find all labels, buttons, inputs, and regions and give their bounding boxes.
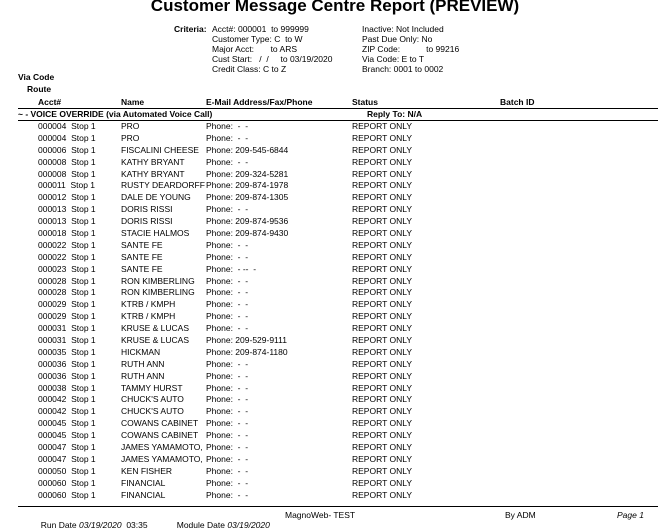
table-row: [0, 180, 670, 192]
criteria-line: Credit Class: C to Z: [212, 64, 287, 74]
row-contact: Phone: - -: [206, 358, 249, 369]
row-status: REPORT ONLY: [352, 216, 412, 227]
row-status: REPORT ONLY: [352, 132, 412, 143]
row-contact: Phone: - -: [206, 382, 249, 393]
row-status: REPORT ONLY: [352, 251, 412, 262]
row-acct: 000031 Stop 1: [38, 323, 96, 334]
row-name: FISCALINI CHEESE: [121, 144, 199, 155]
criteria-line: Acct#: 000001 to 999999: [212, 24, 309, 34]
row-status: REPORT ONLY: [352, 121, 412, 131]
row-name: SANTE FE: [121, 251, 163, 262]
row-status: REPORT ONLY: [352, 287, 412, 298]
row-name: RUTH ANN: [121, 370, 165, 381]
row-acct: 000031 Stop 1: [38, 335, 96, 346]
criteria-line: Past Due Only: No: [362, 34, 433, 44]
row-status: REPORT ONLY: [352, 335, 412, 346]
row-contact: Phone: - -: [206, 477, 249, 488]
table-row: [0, 204, 670, 216]
table-row: [0, 228, 670, 240]
row-acct: 000029 Stop 1: [38, 311, 96, 322]
row-contact: Phone: - -: [206, 453, 249, 464]
table-row: [0, 430, 670, 442]
row-name: HICKMAN: [121, 346, 161, 357]
row-acct: 000004 Stop 1: [38, 121, 96, 131]
table-row: [0, 299, 670, 311]
row-contact: Phone: - -: [206, 394, 249, 405]
column-header-acct: Acct#: [38, 97, 62, 107]
table-row: [0, 406, 670, 418]
row-acct: 000035 Stop 1: [38, 346, 96, 357]
row-name: COWANS CABINET: [121, 430, 199, 441]
row-status: REPORT ONLY: [352, 430, 412, 441]
table-row: [0, 383, 670, 395]
row-acct: 000012 Stop 1: [38, 192, 96, 203]
module-date-label: Module Date: [176, 520, 225, 530]
table-row: [0, 264, 670, 276]
row-status: REPORT ONLY: [352, 156, 412, 167]
row-name: RON KIMBERLING: [121, 287, 195, 298]
table-row: [0, 121, 670, 133]
row-status: REPORT ONLY: [352, 263, 412, 274]
row-contact: Phone: - -: [206, 465, 249, 476]
row-acct: 000013 Stop 1: [38, 204, 96, 215]
row-name: TAMMY HURST: [121, 382, 183, 393]
row-name: RUTH ANN: [121, 358, 165, 369]
row-name: KRUSE & LUCAS: [121, 335, 190, 346]
criteria-line: Major Acct: to ARS: [212, 44, 298, 54]
row-status: REPORT ONLY: [352, 489, 412, 500]
run-date-value: 03/19/2020: [79, 520, 122, 530]
row-contact: Phone: - -: [206, 239, 249, 250]
row-status: REPORT ONLY: [352, 370, 412, 381]
table-row: [0, 240, 670, 252]
table-row: [0, 311, 670, 323]
row-acct: 000045 Stop 1: [38, 418, 96, 429]
row-name: KEN FISHER: [121, 465, 173, 476]
table-row: [0, 371, 670, 383]
section-label: ~ - VOICE OVERRIDE (via Automated Voice Call): [18, 109, 213, 119]
table-row: [0, 490, 670, 502]
row-contact: Phone: 209-874-1978: [206, 180, 289, 191]
row-name: KRUSE & LUCAS: [121, 323, 190, 334]
row-contact: Phone: - -- -: [206, 263, 257, 274]
row-status: REPORT ONLY: [352, 394, 412, 405]
footer-page: [617, 510, 644, 520]
row-name: PRO: [121, 132, 140, 143]
row-name: KATHY BRYANT: [121, 168, 185, 179]
row-acct: 000050 Stop 1: [38, 465, 96, 476]
row-acct: 000018 Stop 1: [38, 228, 96, 239]
row-contact: Phone: - -: [206, 370, 249, 381]
criteria-line: Cust Start: / / to 03/19/2020: [212, 54, 333, 64]
row-contact: Phone: - -: [206, 156, 249, 167]
row-acct: 000006 Stop 1: [38, 144, 96, 155]
table-row: [0, 276, 670, 288]
row-contact: Phone: - -: [206, 132, 249, 143]
row-status: REPORT ONLY: [352, 204, 412, 215]
section-header: [18, 108, 658, 121]
row-status: REPORT ONLY: [352, 275, 412, 286]
row-name: DORIS RISSI: [121, 204, 173, 215]
criteria-line: Branch: 0001 to 0002: [362, 64, 444, 74]
criteria-line: Inactive: Not Included: [362, 24, 444, 34]
row-status: REPORT ONLY: [352, 382, 412, 393]
section-reply: Reply To: N/A: [367, 109, 423, 119]
row-name: KTRB / KMPH: [121, 299, 176, 310]
table-row: [0, 478, 670, 490]
row-contact: Phone: - -: [206, 204, 249, 215]
criteria-label: Criteria:: [174, 24, 207, 34]
table-row: [0, 442, 670, 454]
row-name: PRO: [121, 121, 140, 131]
table-row: [0, 359, 670, 371]
row-acct: 000004 Stop 1: [38, 132, 96, 143]
row-acct: 000022 Stop 1: [38, 239, 96, 250]
row-name: KATHY BRYANT: [121, 156, 185, 167]
table-row: [0, 192, 670, 204]
table-row: [0, 323, 670, 335]
table-row: [0, 394, 670, 406]
row-contact: Phone: - -: [206, 418, 249, 429]
criteria-line: Via Code: E to T: [362, 54, 425, 64]
row-name: RON KIMBERLING: [121, 275, 195, 286]
row-acct: 000045 Stop 1: [38, 430, 96, 441]
table-row: [0, 169, 670, 181]
table-row: [0, 252, 670, 264]
row-contact: Phone: 209-874-9430: [206, 228, 289, 239]
run-date-label: Run Date: [40, 520, 77, 530]
row-status: REPORT ONLY: [352, 311, 412, 322]
row-contact: Phone: - -: [206, 489, 249, 500]
table-row: [0, 216, 670, 228]
table-row: [0, 418, 670, 430]
row-acct: 000008 Stop 1: [38, 168, 96, 179]
table-row: [0, 145, 670, 157]
report-rows: [0, 121, 670, 502]
row-acct: 000011 Stop 1: [38, 180, 96, 191]
column-header-contact: E-Mail Address/Fax/Phone: [206, 97, 313, 107]
row-status: REPORT ONLY: [352, 346, 412, 357]
column-header-name: Name: [121, 97, 145, 107]
row-name: FINANCIAL: [121, 477, 166, 488]
row-status: REPORT ONLY: [352, 239, 412, 250]
row-contact: Phone: 209-874-1180: [206, 346, 288, 357]
column-header-batch: Batch ID: [500, 97, 535, 107]
table-row: [0, 454, 670, 466]
row-contact: Phone: - -: [206, 442, 249, 453]
row-name: JAMES YAMAMOTO,: [121, 453, 203, 464]
row-contact: Phone: 209-874-9536: [206, 216, 289, 227]
row-acct: 000060 Stop 1: [38, 477, 96, 488]
row-contact: Phone: - -: [206, 406, 249, 417]
footer-divider: [18, 506, 658, 507]
row-acct: 000022 Stop 1: [38, 251, 96, 262]
table-row: [0, 466, 670, 478]
report-title: Customer Message Centre Report (PREVIEW): [150, 0, 520, 15]
row-contact: Phone: 209-324-5281: [206, 168, 289, 179]
row-acct: 000047 Stop 1: [38, 453, 96, 464]
row-acct: 000028 Stop 1: [38, 287, 96, 298]
group-via-code: Via Code: [18, 72, 55, 82]
row-status: REPORT ONLY: [352, 358, 412, 369]
row-status: REPORT ONLY: [352, 180, 412, 191]
row-name: STACIE HALMOS: [121, 228, 190, 239]
row-contact: Phone: - -: [206, 251, 249, 262]
row-acct: 000042 Stop 1: [38, 394, 96, 405]
criteria-line: Customer Type: C to W: [212, 34, 303, 44]
row-status: REPORT ONLY: [352, 406, 412, 417]
row-status: REPORT ONLY: [352, 442, 412, 453]
footer-user: By ADM: [505, 510, 536, 520]
row-acct: 000028 Stop 1: [38, 275, 96, 286]
row-name: KTRB / KMPH: [121, 311, 176, 322]
row-status: REPORT ONLY: [352, 168, 412, 179]
footer-module-date: [172, 510, 270, 530]
row-acct: 000029 Stop 1: [38, 299, 96, 310]
row-acct: 000036 Stop 1: [38, 358, 96, 369]
row-contact: Phone: 209-874-1305: [206, 192, 289, 203]
row-acct: 000008 Stop 1: [38, 156, 96, 167]
row-name: CHUCK'S AUTO: [121, 406, 184, 417]
module-date-value: 03/19/2020: [227, 520, 270, 530]
row-status: REPORT ONLY: [352, 299, 412, 310]
row-acct: 000036 Stop 1: [38, 370, 96, 381]
row-acct: 000060 Stop 1: [38, 489, 96, 500]
column-header-status: Status: [352, 97, 378, 107]
row-name: DORIS RISSI: [121, 216, 173, 227]
criteria-line: ZIP Code: to 99216: [362, 44, 460, 54]
row-status: REPORT ONLY: [352, 418, 412, 429]
row-contact: Phone: - -: [206, 323, 249, 334]
run-time-value: 03:35: [126, 520, 148, 530]
row-acct: 000047 Stop 1: [38, 442, 96, 453]
row-acct: 000013 Stop 1: [38, 216, 96, 227]
row-name: COWANS CABINET: [121, 418, 199, 429]
row-status: REPORT ONLY: [352, 323, 412, 334]
table-row: [0, 133, 670, 145]
row-name: FINANCIAL: [121, 489, 166, 500]
footer-system: MagnoWeb- TEST: [285, 510, 356, 520]
row-contact: Phone: 209-529-9111: [206, 335, 287, 346]
row-status: REPORT ONLY: [352, 228, 412, 239]
row-status: REPORT ONLY: [352, 192, 412, 203]
row-acct: 000023 Stop 1: [38, 263, 96, 274]
row-contact: Phone: - -: [206, 299, 249, 310]
criteria-right: [362, 24, 459, 74]
table-row: [0, 347, 670, 359]
row-name: DALE DE YOUNG: [121, 192, 191, 203]
row-name: SANTE FE: [121, 263, 163, 274]
table-row: [0, 335, 670, 347]
row-status: REPORT ONLY: [352, 477, 412, 488]
row-contact: Phone: - -: [206, 430, 249, 441]
row-acct: 000038 Stop 1: [38, 382, 96, 393]
row-status: REPORT ONLY: [352, 465, 412, 476]
row-contact: Phone: - -: [206, 287, 249, 298]
row-contact: Phone: - -: [206, 275, 249, 286]
table-row: [0, 287, 670, 299]
row-name: SANTE FE: [121, 239, 163, 250]
row-contact: Phone: - -: [206, 311, 249, 322]
footer-run-date: [36, 510, 148, 530]
page-number: Page 1: [617, 510, 644, 520]
row-acct: 000042 Stop 1: [38, 406, 96, 417]
row-status: REPORT ONLY: [352, 453, 412, 464]
criteria-left: [212, 24, 332, 74]
table-row: [0, 157, 670, 169]
row-name: JAMES YAMAMOTO,: [121, 442, 203, 453]
row-name: RUSTY DEARDORFF: [121, 180, 205, 191]
row-contact: Phone: - -: [206, 121, 249, 131]
row-status: REPORT ONLY: [352, 144, 412, 155]
group-route: Route: [27, 84, 52, 94]
row-name: CHUCK'S AUTO: [121, 394, 184, 405]
row-contact: Phone: 209-545-6844: [206, 144, 289, 155]
